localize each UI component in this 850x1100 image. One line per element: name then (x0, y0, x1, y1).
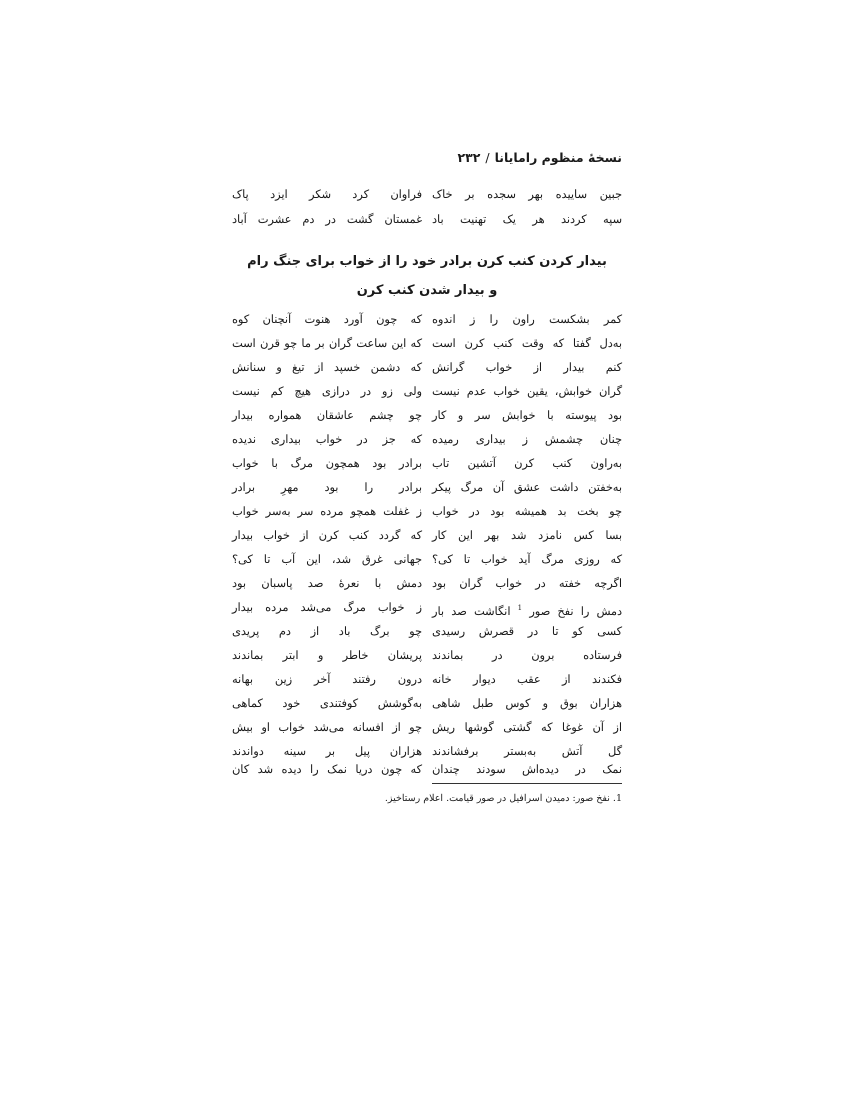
couplet (0, 406, 850, 432)
couplet (0, 670, 850, 696)
hemistich-first: نمک در دیده‌اش سودند چندان (432, 763, 622, 776)
hemistich-first: فرستاده برون در بماندند (432, 649, 622, 662)
hemistich-second: جهانی غرق شد، این آب تا کی؟ (232, 553, 422, 566)
couplet (0, 430, 850, 456)
hemistich-second: به‌گوشش کوفتندی خود کماهی (232, 697, 422, 710)
hemistich-first: سپه کردند هر یک تهنیت باد (432, 213, 622, 226)
couplet (0, 382, 850, 408)
hemistich-second: چو چشم عاشقان همواره بیدار (232, 409, 422, 422)
header-separator: / (485, 150, 490, 165)
couplet (0, 646, 850, 672)
hemistich-second: چو برگ باد از دم پریدی (232, 625, 422, 638)
couplet (0, 185, 850, 211)
hemistich-second: ز خواب مرگ می‌شد مرده بیدار (232, 601, 422, 614)
hemistich-second: که چون آورد هنوت آنچنان کوه (232, 313, 422, 326)
footnote (385, 793, 622, 804)
hemistich-first: جبین ساییده بهر سجده بر خاک (432, 188, 622, 201)
couplet (0, 760, 850, 786)
hemistich-second: که چون دریا نمک را دیده شد کان (232, 763, 422, 776)
couplet (0, 550, 850, 576)
hemistich-second: برادر را بود مهرِ برادر (232, 481, 422, 494)
hemistich-second: پریشان خاطر و ابتر بماندند (232, 649, 422, 662)
hemistich-second: ز غفلت همچو مرده سر به‌سر خواب (232, 505, 422, 518)
footnote-text: نفخ صور: دمیدن اسرافیل در صور قیامت. اعلام رستاخیز. (384, 793, 610, 804)
hemistich-first: بود پیوسته با خوابش سر و کار (432, 409, 622, 422)
hemistich-second: فراوان کرد شکر ایزد پاک (232, 188, 422, 201)
couplet (0, 210, 850, 236)
hemistich-second: که گردد کنب کرن از خواب بیدار (232, 529, 422, 542)
hemistich-first: کنم بیدار از خواب گرانش (432, 361, 622, 374)
couplet (0, 622, 850, 648)
footnote-number: 1. (612, 793, 622, 804)
hemistich-first: به‌راون کنب کرن آتشین تاب (432, 457, 622, 470)
couplet (0, 574, 850, 600)
hemistich-second: هزاران پیل بر سینه دواندند (232, 745, 422, 758)
hemistich-first: گران خوابش، یقین خواب عدم نیست (432, 385, 622, 398)
hemistich-first: بسا کس نامزد شد بهر این کار (432, 529, 622, 542)
couplet (0, 358, 850, 384)
hemistich-second: که جز در خواب بیداری ندیده (232, 433, 422, 446)
couplet (0, 502, 850, 528)
footnote-divider (432, 783, 622, 784)
section-title-line-2: و بیدار شدن کنب کرن (356, 283, 498, 298)
couplet (0, 694, 850, 720)
hemistich-first: فکندند از عقب دیوار خانه (432, 673, 622, 686)
couplet (0, 718, 850, 744)
couplet (0, 334, 850, 360)
footnote-marker[interactable]: 1 (517, 604, 523, 612)
hemistich-second: غمستان گشت در دم عشرت آباد (232, 213, 422, 226)
hemistich-second: دمش با نعرهٔ صد پاسبان بود (232, 577, 422, 590)
hemistich-first: اگرچه خفته در خواب گران بود (432, 577, 622, 590)
section-title-line-1: بیدار کردن کنب کرن برادر خود را از خواب برای جنگ رام (247, 254, 607, 269)
hemistich-text-before-note: دمش را نفخ صور (529, 604, 622, 618)
couplet (0, 454, 850, 480)
couplet (0, 478, 850, 504)
hemistich-first: کمر بشکست راون را ز اندوه (432, 313, 622, 326)
couplet (0, 526, 850, 552)
hemistich-first: کسی کو تا در قصرش رسیدی (432, 625, 622, 638)
hemistich-second: درون رفتند آخر زین بهانه (232, 673, 422, 686)
couplet (0, 598, 850, 624)
running-header (457, 150, 622, 165)
hemistich-first: گل آتش به‌بستر برفشاندند (432, 745, 622, 758)
book-title: نسخهٔ منظوم رامایانا (494, 150, 622, 165)
hemistich-first: از آن غوغا که گشتی گوشها ریش (432, 721, 622, 734)
hemistich-first: به‌خفتن داشت عشق آن مرگ پیکر (432, 481, 622, 494)
page-number: ۲۳۲ (457, 150, 481, 165)
hemistich-second: که این ساعت گران بر ما چو قرن است (232, 337, 422, 350)
hemistich-first: به‌دل گفتا که وقت کنب کرن است (432, 337, 622, 350)
hemistich-second: برادر بود همچون مرگ با خواب (232, 457, 422, 470)
hemistich-second: ولی زو در درازی هیچ کم نیست (232, 385, 422, 398)
hemistich-first: چو بخت بد همیشه بود در خواب (432, 505, 622, 518)
hemistich-first: که روزی مرگ آید خواب تا کی؟ (432, 553, 622, 566)
hemistich-text-after-note: انگاشت صد بار (432, 604, 511, 618)
hemistich-second: چو از افسانه می‌شد خواب او بیش (232, 721, 422, 734)
couplet (0, 310, 850, 336)
hemistich-first (432, 598, 622, 622)
hemistich-first: هزاران بوق و کوس طبل شاهی (432, 697, 622, 710)
hemistich-second: که دشمن خسپد از تیغ و سنانش (232, 361, 422, 374)
hemistich-first: چنان چشمش ز بیداری رمیده (432, 433, 622, 446)
